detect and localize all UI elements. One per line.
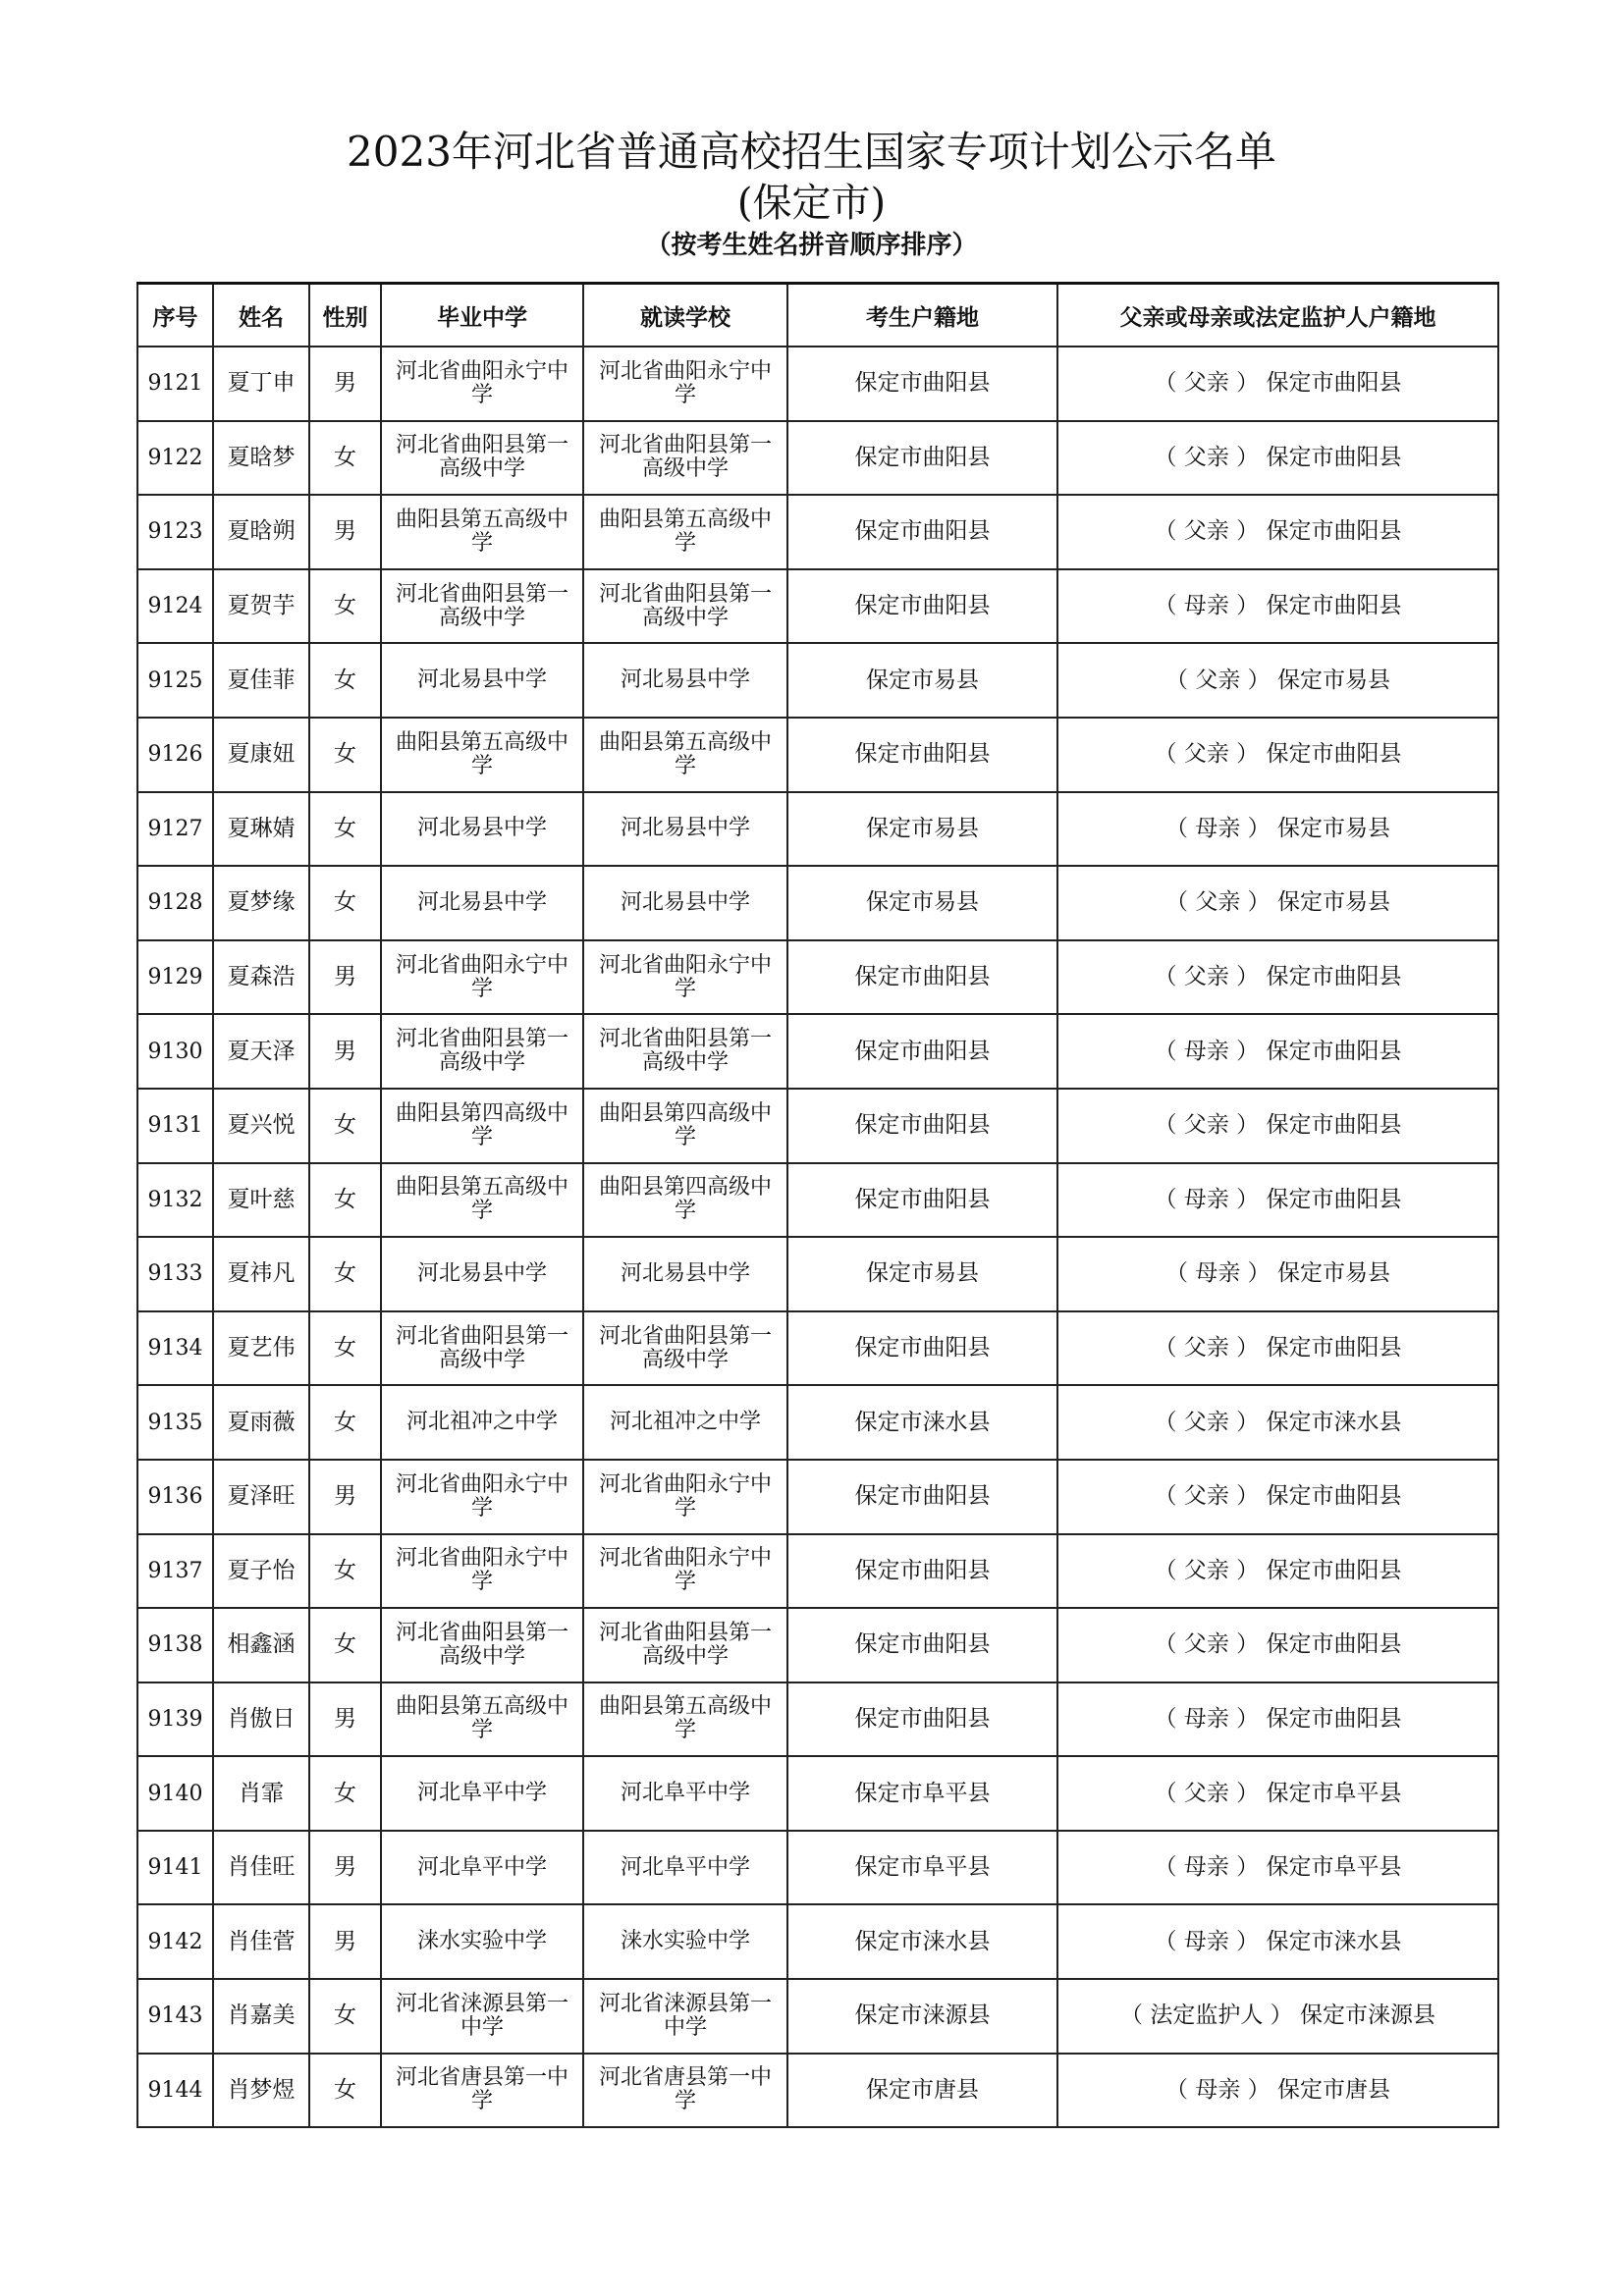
cell-current-school: 河北阜平中学 [583,1756,787,1831]
cell-graduated-school: 河北阜平中学 [381,1756,583,1831]
cell-gender: 女 [309,421,381,496]
cell-graduated-school: 河北省曲阳县第一高级中学 [381,1014,583,1089]
col-header-gender: 性别 [309,284,381,347]
table-row [137,1460,1498,1534]
cell-graduated-school: 河北省涞源县第一中学 [381,1979,583,2054]
cell-name: 夏兴悦 [213,1089,309,1163]
cell-name: 肖嘉美 [213,1979,309,2054]
table-row [137,1904,1498,1979]
table-row [137,1385,1498,1460]
page-title: 2023年河北省普通高校招生国家专项计划公示名单 [347,128,1276,176]
cell-current-school: 河北省曲阳永宁中学 [583,1534,787,1609]
cell-guardian-registration: （ 父亲 ） 保定市曲阳县 [1057,495,1498,569]
cell-graduated-school: 河北省曲阳县第一高级中学 [381,1311,583,1386]
table-row [137,1979,1498,2054]
cell-no: 9142 [137,1904,213,1979]
cell-household-registration: 保定市曲阳县 [787,718,1057,792]
cell-household-registration: 保定市曲阳县 [787,569,1057,644]
cell-guardian-registration: （ 父亲 ） 保定市曲阳县 [1057,1534,1498,1609]
cell-guardian-registration: （ 母亲 ） 保定市曲阳县 [1057,569,1498,644]
cell-gender: 女 [309,2054,381,2128]
cell-no: 9139 [137,1682,213,1757]
cell-graduated-school: 河北省曲阳县第一高级中学 [381,421,583,496]
table-row [137,1163,1498,1238]
table-body [137,347,1498,2127]
cell-no: 9138 [137,1608,213,1682]
cell-current-school: 河北省涞源县第一中学 [583,1979,787,2054]
col-header-no: 序号 [137,284,213,347]
cell-graduated-school: 涞水实验中学 [381,1904,583,1979]
cell-name: 夏丁申 [213,347,309,421]
cell-household-registration: 保定市易县 [787,866,1057,940]
cell-gender: 女 [309,1979,381,2054]
cell-household-registration: 保定市曲阳县 [787,1311,1057,1386]
cell-current-school: 曲阳县第四高级中学 [583,1163,787,1238]
cell-household-registration: 保定市涞水县 [787,1385,1057,1460]
cell-gender: 男 [309,1831,381,1905]
cell-guardian-registration: （ 法定监护人 ） 保定市涞源县 [1057,1979,1498,2054]
cell-gender: 女 [309,792,381,867]
cell-graduated-school: 曲阳县第五高级中学 [381,495,583,569]
cell-guardian-registration: （ 父亲 ） 保定市曲阳县 [1057,347,1498,421]
cell-no: 9127 [137,792,213,867]
cell-household-registration: 保定市曲阳县 [787,495,1057,569]
cell-name: 夏晗梦 [213,421,309,496]
cell-household-registration: 保定市易县 [787,643,1057,718]
cell-graduated-school: 河北祖冲之中学 [381,1385,583,1460]
cell-no: 9132 [137,1163,213,1238]
cell-guardian-registration: （ 父亲 ） 保定市阜平县 [1057,1756,1498,1831]
cell-name: 夏佳菲 [213,643,309,718]
cell-name: 夏天泽 [213,1014,309,1089]
table-row [137,1534,1498,1609]
cell-gender: 女 [309,866,381,940]
cell-current-school: 曲阳县第五高级中学 [583,718,787,792]
cell-gender: 女 [309,1089,381,1163]
cell-no: 9133 [137,1237,213,1311]
table-row [137,1014,1498,1089]
cell-current-school: 河北省唐县第一中学 [583,2054,787,2128]
cell-no: 9143 [137,1979,213,2054]
cell-name: 夏雨薇 [213,1385,309,1460]
cell-guardian-registration: （ 父亲 ） 保定市涞水县 [1057,1385,1498,1460]
cell-household-registration: 保定市曲阳县 [787,347,1057,421]
cell-current-school: 曲阳县第五高级中学 [583,495,787,569]
table-row [137,1682,1498,1757]
cell-graduated-school: 河北省曲阳永宁中学 [381,1460,583,1534]
cell-current-school: 河北省曲阳县第一高级中学 [583,1311,787,1386]
cell-household-registration: 保定市曲阳县 [787,1163,1057,1238]
cell-gender: 女 [309,1756,381,1831]
cell-gender: 女 [309,569,381,644]
cell-no: 9134 [137,1311,213,1386]
cell-gender: 女 [309,1311,381,1386]
table-row [137,1089,1498,1163]
sort-note: （按考生姓名拼音顺序排序） [645,231,978,260]
cell-household-registration: 保定市阜平县 [787,1756,1057,1831]
cell-current-school: 曲阳县第四高级中学 [583,1089,787,1163]
cell-guardian-registration: （ 父亲 ） 保定市曲阳县 [1057,1608,1498,1682]
cell-guardian-registration: （ 母亲 ） 保定市曲阳县 [1057,1682,1498,1757]
cell-guardian-registration: （ 母亲 ） 保定市曲阳县 [1057,1163,1498,1238]
cell-graduated-school: 河北省唐县第一中学 [381,2054,583,2128]
cell-name: 夏梦缘 [213,866,309,940]
cell-name: 肖佳菅 [213,1904,309,1979]
cell-current-school: 河北省曲阳永宁中学 [583,1460,787,1534]
cell-no: 9126 [137,718,213,792]
table-header-row [137,284,1498,347]
cell-name: 肖梦煜 [213,2054,309,2128]
cell-guardian-registration: （ 父亲 ） 保定市曲阳县 [1057,1089,1498,1163]
cell-no: 9140 [137,1756,213,1831]
cell-no: 9136 [137,1460,213,1534]
cell-guardian-registration: （ 父亲 ） 保定市易县 [1057,866,1498,940]
table-row [137,1608,1498,1682]
table-row [137,940,1498,1015]
cell-current-school: 河北易县中学 [583,643,787,718]
cell-name: 肖傲日 [213,1682,309,1757]
table-row [137,1237,1498,1311]
cell-current-school: 河北省曲阳县第一高级中学 [583,569,787,644]
cell-no: 9121 [137,347,213,421]
cell-gender: 女 [309,1163,381,1238]
cell-graduated-school: 河北易县中学 [381,866,583,940]
cell-graduated-school: 河北易县中学 [381,1237,583,1311]
cell-guardian-registration: （ 父亲 ） 保定市曲阳县 [1057,940,1498,1015]
cell-name: 夏祎凡 [213,1237,309,1311]
cell-name: 肖佳旺 [213,1831,309,1905]
cell-gender: 女 [309,1534,381,1609]
cell-current-school: 曲阳县第五高级中学 [583,1682,787,1757]
cell-graduated-school: 河北省曲阳县第一高级中学 [381,1608,583,1682]
cell-name: 夏艺伟 [213,1311,309,1386]
cell-no: 9131 [137,1089,213,1163]
col-header-guardian-registration: 父亲或母亲或法定监护人户籍地 [1057,284,1498,347]
cell-current-school: 河北省曲阳县第一高级中学 [583,421,787,496]
cell-guardian-registration: （ 母亲 ） 保定市易县 [1057,792,1498,867]
cell-household-registration: 保定市曲阳县 [787,940,1057,1015]
cell-current-school: 河北省曲阳县第一高级中学 [583,1608,787,1682]
cell-current-school: 河北省曲阳永宁中学 [583,347,787,421]
cell-guardian-registration: （ 母亲 ） 保定市涞水县 [1057,1904,1498,1979]
cell-no: 9123 [137,495,213,569]
cell-guardian-registration: （ 母亲 ） 保定市阜平县 [1057,1831,1498,1905]
cell-graduated-school: 曲阳县第五高级中学 [381,718,583,792]
cell-name: 相鑫涵 [213,1608,309,1682]
table-row [137,347,1498,421]
cell-household-registration: 保定市易县 [787,792,1057,867]
cell-guardian-registration: （ 父亲 ） 保定市曲阳县 [1057,1311,1498,1386]
cell-current-school: 河北省曲阳永宁中学 [583,940,787,1015]
cell-graduated-school: 曲阳县第五高级中学 [381,1163,583,1238]
cell-no: 9124 [137,569,213,644]
cell-household-registration: 保定市唐县 [787,2054,1057,2128]
cell-household-registration: 保定市涞源县 [787,1979,1057,2054]
cell-no: 9144 [137,2054,213,2128]
cell-household-registration: 保定市曲阳县 [787,1460,1057,1534]
cell-name: 肖霏 [213,1756,309,1831]
cell-gender: 女 [309,1385,381,1460]
cell-gender: 男 [309,1014,381,1089]
cell-gender: 男 [309,1682,381,1757]
cell-no: 9130 [137,1014,213,1089]
cell-guardian-registration: （ 父亲 ） 保定市曲阳县 [1057,421,1498,496]
cell-household-registration: 保定市阜平县 [787,1831,1057,1905]
cell-graduated-school: 河北易县中学 [381,792,583,867]
cell-name: 夏叶慈 [213,1163,309,1238]
cell-gender: 男 [309,495,381,569]
table-row [137,1311,1498,1386]
cell-graduated-school: 河北省曲阳县第一高级中学 [381,569,583,644]
cell-no: 9129 [137,940,213,1015]
cell-household-registration: 保定市曲阳县 [787,1682,1057,1757]
cell-gender: 女 [309,643,381,718]
table-row [137,2054,1498,2128]
cell-current-school: 河北省曲阳县第一高级中学 [583,1014,787,1089]
cell-no: 9125 [137,643,213,718]
cell-graduated-school: 曲阳县第四高级中学 [381,1089,583,1163]
cell-no: 9128 [137,866,213,940]
cell-no: 9137 [137,1534,213,1609]
cell-current-school: 河北易县中学 [583,866,787,940]
col-header-graduated-school: 毕业中学 [381,284,583,347]
cell-guardian-registration: （ 父亲 ） 保定市曲阳县 [1057,1460,1498,1534]
cell-graduated-school: 河北省曲阳永宁中学 [381,1534,583,1609]
cell-name: 夏泽旺 [213,1460,309,1534]
cell-graduated-school: 河北省曲阳永宁中学 [381,940,583,1015]
cell-current-school: 河北易县中学 [583,1237,787,1311]
cell-no: 9135 [137,1385,213,1460]
cell-gender: 男 [309,347,381,421]
cell-name: 夏晗朔 [213,495,309,569]
cell-no: 9122 [137,421,213,496]
cell-guardian-registration: （ 母亲 ） 保定市唐县 [1057,2054,1498,2128]
cell-gender: 女 [309,718,381,792]
table-row [137,718,1498,792]
col-header-household-registration: 考生户籍地 [787,284,1057,347]
cell-name: 夏康妞 [213,718,309,792]
cell-current-school: 河北阜平中学 [583,1831,787,1905]
table-row [137,866,1498,940]
cell-graduated-school: 河北阜平中学 [381,1831,583,1905]
cell-guardian-registration: （ 母亲 ） 保定市易县 [1057,1237,1498,1311]
cell-guardian-registration: （ 父亲 ） 保定市易县 [1057,643,1498,718]
cell-gender: 女 [309,1608,381,1682]
col-header-current-school: 就读学校 [583,284,787,347]
cell-gender: 女 [309,1237,381,1311]
cell-guardian-registration: （ 母亲 ） 保定市曲阳县 [1057,1014,1498,1089]
cell-household-registration: 保定市易县 [787,1237,1057,1311]
cell-gender: 男 [309,1904,381,1979]
cell-household-registration: 保定市曲阳县 [787,1089,1057,1163]
cell-current-school: 河北祖冲之中学 [583,1385,787,1460]
roster-table [136,282,1499,2128]
cell-current-school: 涞水实验中学 [583,1904,787,1979]
table-row [137,1831,1498,1905]
cell-current-school: 河北易县中学 [583,792,787,867]
col-header-name: 姓名 [213,284,309,347]
table-row [137,1756,1498,1831]
cell-household-registration: 保定市曲阳县 [787,1608,1057,1682]
table-row [137,569,1498,644]
cell-household-registration: 保定市曲阳县 [787,421,1057,496]
cell-gender: 男 [309,940,381,1015]
cell-guardian-registration: （ 父亲 ） 保定市曲阳县 [1057,718,1498,792]
cell-name: 夏琳婧 [213,792,309,867]
table-row [137,792,1498,867]
table-row [137,643,1498,718]
cell-name: 夏森浩 [213,940,309,1015]
cell-name: 夏子怡 [213,1534,309,1609]
page-subtitle: (保定市) [736,181,887,226]
cell-graduated-school: 曲阳县第五高级中学 [381,1682,583,1757]
cell-household-registration: 保定市曲阳县 [787,1014,1057,1089]
cell-graduated-school: 河北省曲阳永宁中学 [381,347,583,421]
table-row [137,421,1498,496]
cell-graduated-school: 河北易县中学 [381,643,583,718]
cell-no: 9141 [137,1831,213,1905]
cell-gender: 男 [309,1460,381,1534]
table-row [137,495,1498,569]
cell-household-registration: 保定市曲阳县 [787,1534,1057,1609]
cell-name: 夏贺芋 [213,569,309,644]
cell-household-registration: 保定市涞水县 [787,1904,1057,1979]
